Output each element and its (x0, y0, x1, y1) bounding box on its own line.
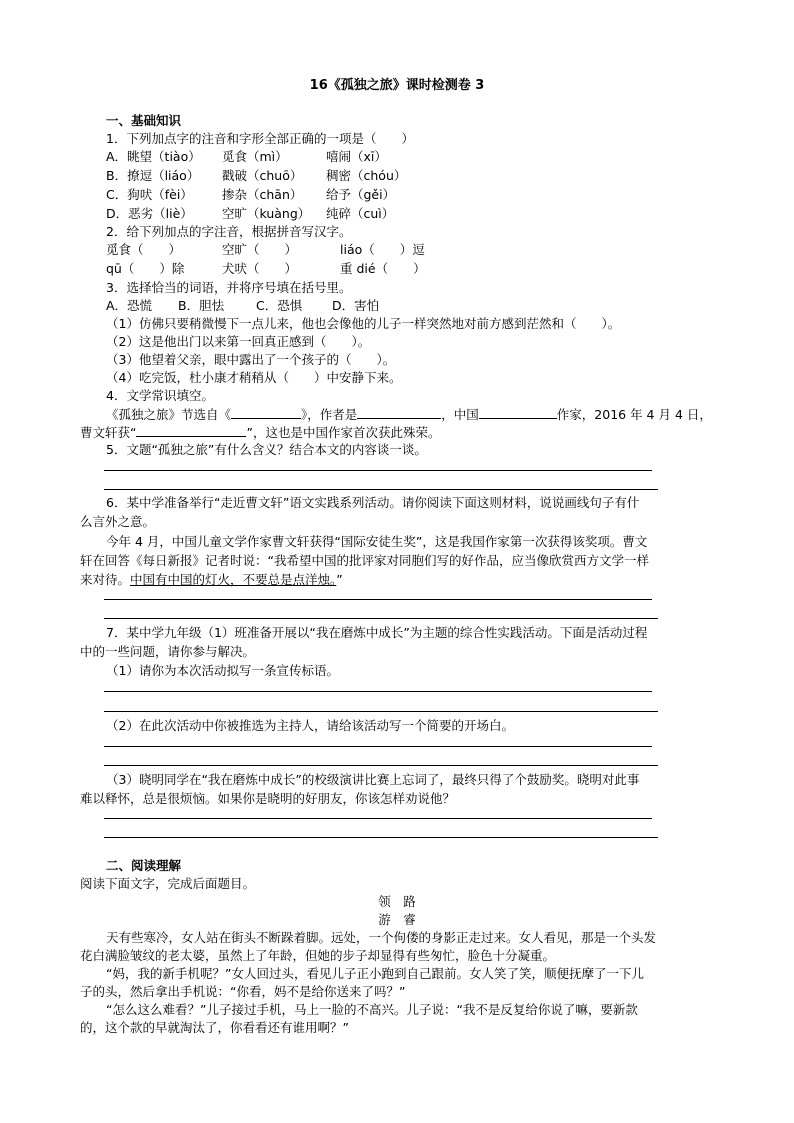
q1-option-b-3: 稠密（chóu） (326, 168, 407, 183)
q7-line-1: 7．某中学九年级（1）班准备开展以“我在磨炼中成长”为主题的综合性实践活动。下面是活动过程 (106, 625, 648, 640)
answer-line[interactable] (104, 818, 652, 819)
q3-option-b: B．胆怯 (178, 298, 225, 313)
q4-text-3: ，中国 (441, 407, 479, 422)
q7-sub-3-line-2: 难以释怀，总是很烦恼。如果你是晓明的好朋友，你该怎样劝说他？ (80, 791, 456, 806)
section-heading-reading: 二、阅读理解 (106, 858, 182, 873)
q4-text-2: 》，作者是 (301, 407, 358, 422)
q1-option-c-2: 掺杂（chān） (222, 187, 303, 202)
q7-sub-2: （2）在此次活动中你被推选为主持人，请给该活动写一个简要的开场白。 (106, 718, 514, 733)
page-title: 16《孤独之旅》课时检测卷 3 (309, 78, 485, 93)
q3-sentence-3: （3）他望着父亲，眼中露出了一个孩子的（ ）。 (106, 352, 396, 367)
q1-option-d-2: 空旷（kuàng） (222, 206, 311, 221)
q4-blank-genre[interactable] (479, 406, 557, 419)
q2-item-1: 觅食（ ） (106, 242, 182, 257)
q3-option-c: C．恐惧 (256, 298, 303, 313)
q6-line-1: 6．某中学准备举行“走近曹文轩”语文实践系列活动。请你阅读下面这则材料，说说画线句子有什 (106, 495, 640, 510)
answer-line[interactable] (104, 746, 652, 747)
q2-item-3: liáo（ ）逗 (340, 242, 425, 257)
story-p3-line-1: “怎么这么难看？”儿子接过手机，马上一脸的不高兴。儿子说：“我不是反复给你说了嘛，要新款 (106, 1002, 638, 1017)
answer-line[interactable] (104, 691, 652, 692)
answer-line[interactable] (104, 618, 658, 619)
q2-item-6: 重 dié（ ） (340, 261, 426, 276)
q4-blank-book[interactable] (231, 406, 301, 419)
reading-intro: 阅读下面文字，完成后面题目。 (80, 876, 256, 891)
story-author: 游 睿 (378, 912, 416, 927)
story-p1-line-2: 花白满脸皱纹的老太婆，虽然上了年龄，但她的步子却显得有些匆忙，脸色十分凝重。 (80, 948, 556, 963)
story-p2-line-2: 子的头，然后拿出手机说：“你看，妈不是给你送来了吗？” (80, 984, 406, 999)
q5-stem: 5．文题“孤独之旅”有什么含义？结合本文的内容谈一谈。 (106, 442, 427, 457)
q6-passage-end: ” (336, 572, 343, 587)
q1-option-a-3: 嘻闹（xī） (326, 149, 387, 164)
q3-option-d: D．害怕 (332, 298, 380, 313)
q4-line-2 (80, 424, 440, 441)
q7-line-2: 中的一些问题，请你参与解决。 (80, 644, 256, 659)
q3-option-a: A．恐慌 (106, 298, 153, 313)
q3-sentence-4: （4）吃完饭，杜小康才稍稍从（ ）中安静下来。 (106, 370, 402, 385)
q2-item-4: qū（ ）除 (106, 261, 185, 276)
q2-stem: 2．给下列加点的字注音，根据拼音写汉字。 (106, 224, 352, 239)
q3-stem: 3．选择恰当的词语，并将序号填在括号里。 (106, 280, 352, 295)
q6-passage-text: 来对待。 (80, 572, 131, 587)
q6-passage-1: 今年 4 月，中国儿童文学作家曹文轩获得“国际安徒生奖”，这是我国作家第一次获得该奖项。曹文 (106, 534, 648, 549)
q1-option-b-2: 戳破（chuō） (222, 168, 303, 183)
q7-sub-1: （1）请你为本次活动拟写一条宣传标语。 (106, 663, 339, 678)
answer-line[interactable] (104, 489, 658, 490)
q2-item-5: 犬吠（ ） (222, 261, 298, 276)
q6-line-2: 么言外之意。 (80, 514, 156, 529)
q6-passage-3 (80, 572, 343, 588)
q1-stem: 1．下列加点字的注音和字形全部正确的一项是（ ） (106, 131, 414, 146)
q1-option-c-1: C．狗吠（fèi） (106, 187, 193, 202)
q1-option-b-1: B．撩逗（liáo） (106, 168, 200, 183)
q1-option-d-3: 纯碎（cuì） (326, 206, 395, 221)
section-heading-basics: 一、基础知识 (106, 113, 182, 128)
story-title: 领 路 (378, 894, 416, 909)
q1-option-a-2: 觅食（mì） (222, 149, 288, 164)
story-p3-line-2: 的，这个款的早就淘汰了，你看看还有谁用啊？” (80, 1020, 349, 1035)
q4-blank-author[interactable] (357, 406, 441, 419)
answer-line[interactable] (104, 711, 658, 712)
q4-stem: 4．文学常识填空。 (106, 388, 214, 403)
q4-line-1 (106, 406, 712, 423)
answer-line[interactable] (104, 470, 652, 471)
story-p1-line-1: 天有些寒冷，女人站在街头不断跺着脚。远处，一个佝偻的身影正走过来。女人看见，那是一个头发 (106, 930, 657, 945)
q3-sentence-2: （2）这是他出门以来第一回真正感到（ ）。 (106, 334, 371, 349)
q7-sub-3-line-1: （3）晓明同学在“我在磨炼中成长”的校级演讲比赛上忘词了，最终只得了个鼓励奖。晓明对此事 (106, 772, 640, 787)
q1-option-d-1: D．恶劣（liè） (106, 206, 193, 221)
q6-passage-2: 轩在回答《每日新报》记者时说：“我希望中国的批评家对同胞们写的好作品，应当像欣赏西方文学一样 (80, 553, 649, 568)
answer-line[interactable] (104, 599, 652, 600)
q4-text-4: 作家，2016 年 4 月 4 日， (556, 407, 712, 422)
q4-text-1: 《孤独之旅》节选自《 (106, 407, 232, 422)
answer-line[interactable] (104, 765, 658, 766)
q4-text-5: 曹文轩获“ (80, 425, 137, 440)
q4-text-6: ”，这也是中国作家首次获此殊荣。 (246, 425, 441, 440)
q1-option-a-1: A．眺望（tiào） (106, 149, 201, 164)
q4-blank-award[interactable] (136, 424, 246, 437)
q2-item-2: 空旷（ ） (222, 242, 298, 257)
q6-underlined-sentence: 中国有中国的灯火，不要总是点洋烛。 (130, 572, 337, 587)
story-p2-line-1: “妈，我的新手机呢？”女人回过头，看见儿子正小跑到自己跟前。女人笑了笑，顺便抚摩了一下儿 (106, 966, 644, 981)
answer-line[interactable] (104, 837, 658, 838)
q1-option-c-3: 给予（gěi） (326, 187, 396, 202)
q3-sentence-1: （1）仿佛只要稍微慢下一点儿来，他也会像他的儿子一样突然地对前方感到茫然和（ ）。 (106, 316, 621, 331)
